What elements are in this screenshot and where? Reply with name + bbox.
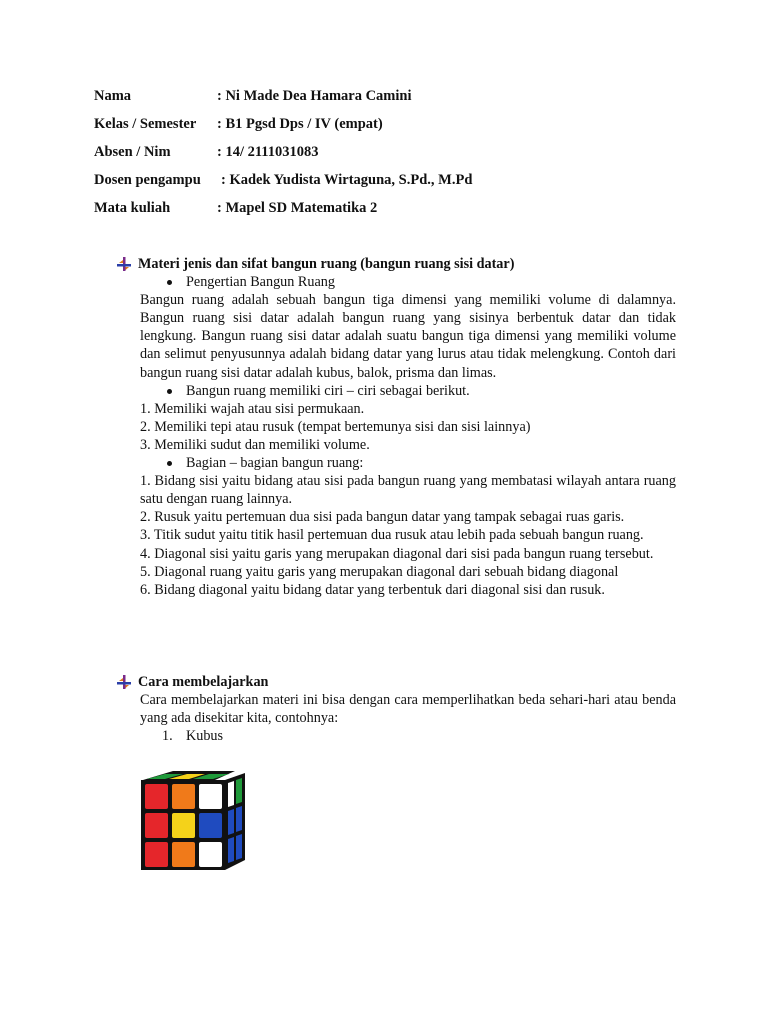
bullet-pengertian [116, 273, 676, 291]
cube-side-sticker [228, 781, 234, 807]
info-label: Dosen pengampu [94, 172, 201, 188]
numbered-item-kubus [162, 727, 676, 745]
info-value: : B1 Pgsd Dps / IV (empat) [217, 116, 383, 132]
cube-sticker [199, 784, 222, 809]
list-item: 3. Titik sudut yaitu titik hasil pertemuan dua rusuk atau lebih pada sebuah bangun ruang. [140, 527, 644, 544]
bullet-text: Bagian – bagian bangun ruang: [186, 455, 364, 472]
cube-side-sticker [236, 834, 242, 860]
cube-sticker [199, 842, 222, 867]
cube-side-sticker [236, 806, 242, 832]
list-item: 1. Bidang sisi yaitu bidang atau sisi pada bangun ruang yang membatasi wilayah antara ruang satu dengan ruang lainnya. [140, 473, 676, 508]
cube-side-sticker [228, 837, 234, 863]
cube-sticker [145, 813, 168, 838]
section-title [116, 255, 676, 273]
item-text: Kubus [186, 728, 224, 745]
info-label: Kelas / Semester [94, 116, 197, 132]
bullet-text: Pengertian Bangun Ruang [186, 274, 335, 291]
section-title-text: Cara membelajarkan [138, 674, 269, 690]
cube-side-sticker [236, 778, 242, 804]
info-value: : Kadek Yudista Wirtaguna, S.Pd., M.Pd [221, 172, 473, 188]
cube-sticker [145, 842, 168, 867]
section-title-text: Materi jenis dan sifat bangun ruang (bangun ruang sisi datar) [138, 256, 515, 272]
list-item: 1. Memiliki wajah atau sisi permukaan. [140, 400, 365, 417]
list-item: 2. Rusuk yaitu pertemuan dua sisi pada bangun datar yang tampak sebagai ruas garis. [140, 509, 625, 526]
info-value: : Mapel SD Matematika 2 [217, 200, 378, 216]
list-item: 3. Memiliki sudut dan memiliki volume. [140, 436, 370, 453]
bullet-text: Bangun ruang memiliki ciri – ciri sebagai berikut. [186, 382, 470, 399]
info-value: : 14/ 2111031083 [217, 144, 319, 160]
list-item: 4. Diagonal sisi yaitu garis yang merupakan diagonal dari sisi pada bangun ruang tersebut. [140, 545, 654, 562]
arrow-bullet-icon [116, 256, 132, 272]
cube-side-sticker [228, 809, 234, 835]
cube-sticker [145, 784, 168, 809]
list-item: 2. Memiliki tepi atau rusuk (tempat bertemunya sisi dan sisi lainnya) [140, 418, 531, 435]
list-item: 5. Diagonal ruang yaitu garis yang merupakan diagonal dari sebuah bidang diagonal [140, 563, 619, 580]
section-materi [116, 255, 676, 599]
info-label: Absen / Nim [94, 144, 171, 160]
info-label: Mata kuliah [94, 200, 171, 216]
cube-sticker [199, 813, 222, 838]
info-value: : Ni Made Dea Hamara Camini [217, 88, 412, 104]
info-label: Nama [94, 88, 132, 104]
cube-sticker [172, 813, 195, 838]
paragraph-pengertian: Bangun ruang adalah sebuah bangun tiga dimensi yang memiliki volume di dalamnya. Bangun ruang sisi datar adalah bangun ruang yang sisinya berbentuk datar dan tidak lengkung. Bangun ruang sisi datar adalah suatu bangun tiga dimensi yang memiliki volume dan selimut penyusunnya adalah bidang datar yang lurus atau tidak melengkung. Contoh dari bangun ruang sisi datar adalah kubus, balok, prisma dan limas. [140, 292, 676, 381]
cube-sticker [172, 784, 195, 809]
item-number: 1. [162, 728, 173, 745]
arrow-bullet-icon [116, 674, 132, 690]
bullet-ciri [116, 382, 676, 400]
section-cara [116, 673, 676, 745]
bullet-bagian [116, 454, 676, 472]
section-title [116, 673, 676, 691]
cube-sticker [172, 842, 195, 867]
list-item: 6. Bidang diagonal yaitu bidang datar yang terbentuk dari diagonal sisi dan rusuk. [140, 581, 605, 598]
paragraph-cara: Cara membelajarkan materi ini bisa dengan cara memperlihatkan beda sehari-hari atau benda yang ada disekitar kita, contohnya: [140, 692, 676, 727]
rubiks-cube-image [135, 765, 250, 875]
